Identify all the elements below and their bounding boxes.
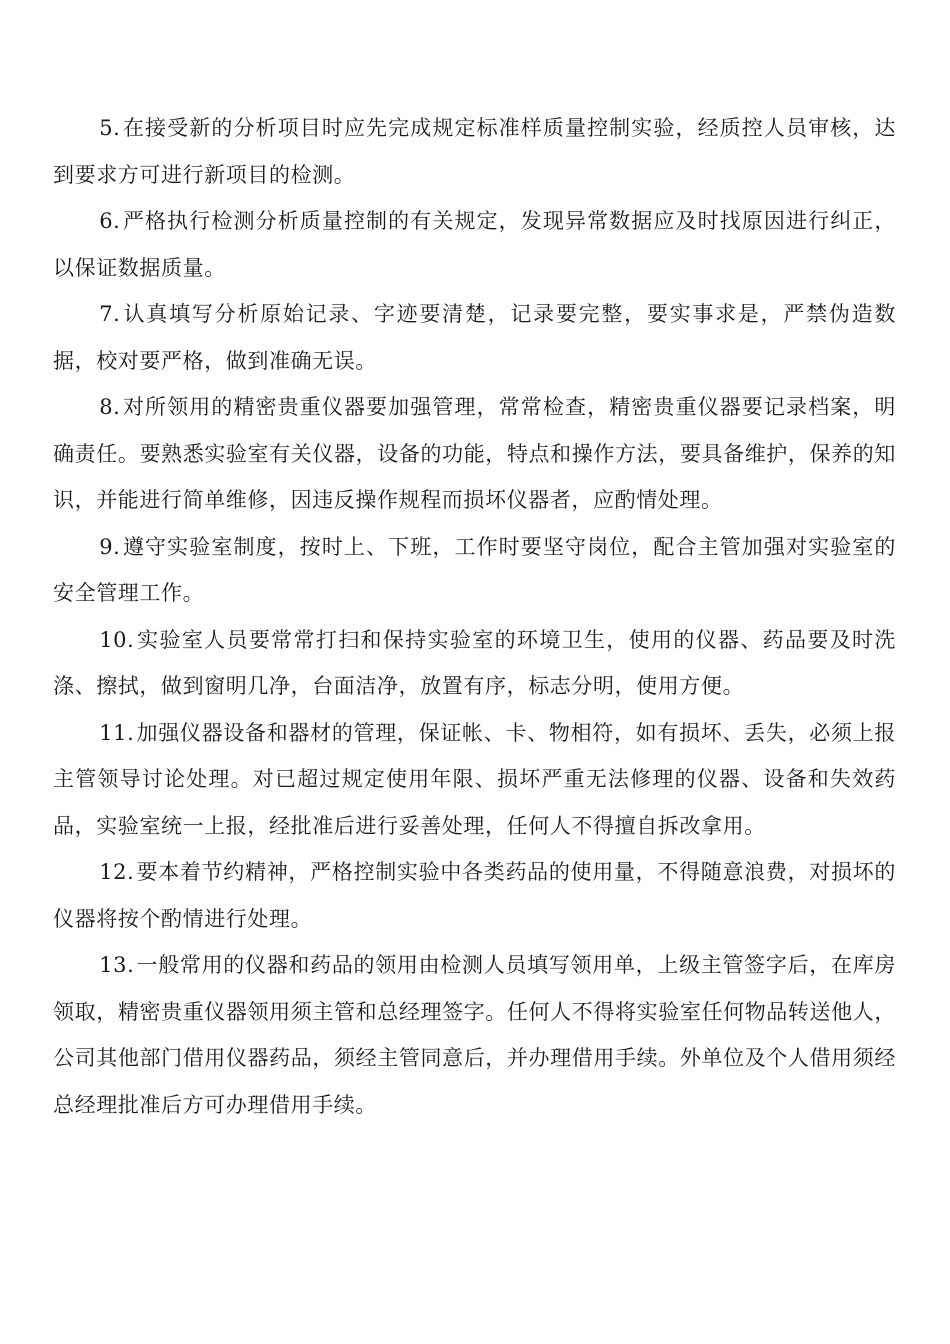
paragraph-text: 对所领用的精密贵重仪器要加强管理，常常检查，精密贵重仪器要记录档案，明确责任。要熟悉实验室有关仪器，设备的功能，特点和操作方法，要具备维护，保养的知识，并能进行简单维修，因违反操作规程而损坏仪器者，应酌情处理。 (53, 395, 896, 512)
paragraph-number: 7. (99, 302, 121, 326)
paragraph-text: 在接受新的分析项目时应先完成规定标准样质量控制实验，经质控人员审核，达到要求方可进行新项目的检测。 (53, 116, 896, 187)
paragraph-text: 遵守实验室制度，按时上、下班，工作时要坚守岗位，配合主管加强对实验室的安全管理工作。 (53, 534, 896, 605)
paragraph-8 (53, 384, 896, 524)
paragraph-number: 6. (99, 209, 121, 233)
document-body (53, 105, 896, 1128)
paragraph-5 (53, 105, 896, 198)
paragraph-number: 9. (99, 534, 121, 559)
paragraph-7 (53, 291, 896, 384)
paragraph-9 (53, 524, 896, 617)
paragraph-11 (53, 710, 896, 850)
paragraph-text: 要本着节约精神，严格控制实验中各类药品的使用量，不得随意浪费，对损坏的仪器将按个酌情进行处理。 (53, 860, 896, 931)
paragraph-number: 5. (99, 116, 121, 140)
paragraph-text: 严格执行检测分析质量控制的有关规定，发现异常数据应及时找原因进行纠正，以保证数据质量。 (53, 209, 896, 280)
paragraph-text: 实验室人员要常常打扫和保持实验室的环境卫生，使用的仪器、药品要及时洗涤、擦拭，做到窗明几净，台面洁净，放置有序，标志分明，使用方便。 (53, 627, 896, 698)
paragraph-12 (53, 849, 896, 942)
paragraph-number: 10. (99, 627, 135, 652)
paragraph-10 (53, 617, 896, 710)
paragraph-number: 8. (99, 395, 121, 419)
paragraph-number: 11. (99, 720, 135, 745)
paragraph-text: 加强仪器设备和器材的管理，保证帐、卡、物相符，如有损坏、丢失，必须上报主管领导讨论处理。对已超过规定使用年限、损坏严重无法修理的仪器、设备和失效药品，实验室统一上报，经批准后进行妥善处理，任何人不得擅自拆改拿用。 (53, 720, 896, 838)
paragraph-number: 12. (99, 860, 135, 884)
paragraph-13 (53, 942, 896, 1128)
paragraph-text: 一般常用的仪器和药品的领用由检测人员填写领用单，上级主管签字后，在库房领取，精密贵重仪器领用须主管和总经理签字。任何人不得将实验室任何物品转送他人，公司其他部门借用仪器药品，须经主管同意后，并办理借用手续。外单位及个人借用须经总经理批准后方可办理借用手续。 (53, 953, 896, 1117)
paragraph-number: 13. (99, 953, 135, 977)
paragraph-text: 认真填写分析原始记录、字迹要清楚，记录要完整，要实事求是，严禁伪造数据，校对要严格，做到准确无误。 (53, 302, 896, 373)
paragraph-6 (53, 198, 896, 291)
